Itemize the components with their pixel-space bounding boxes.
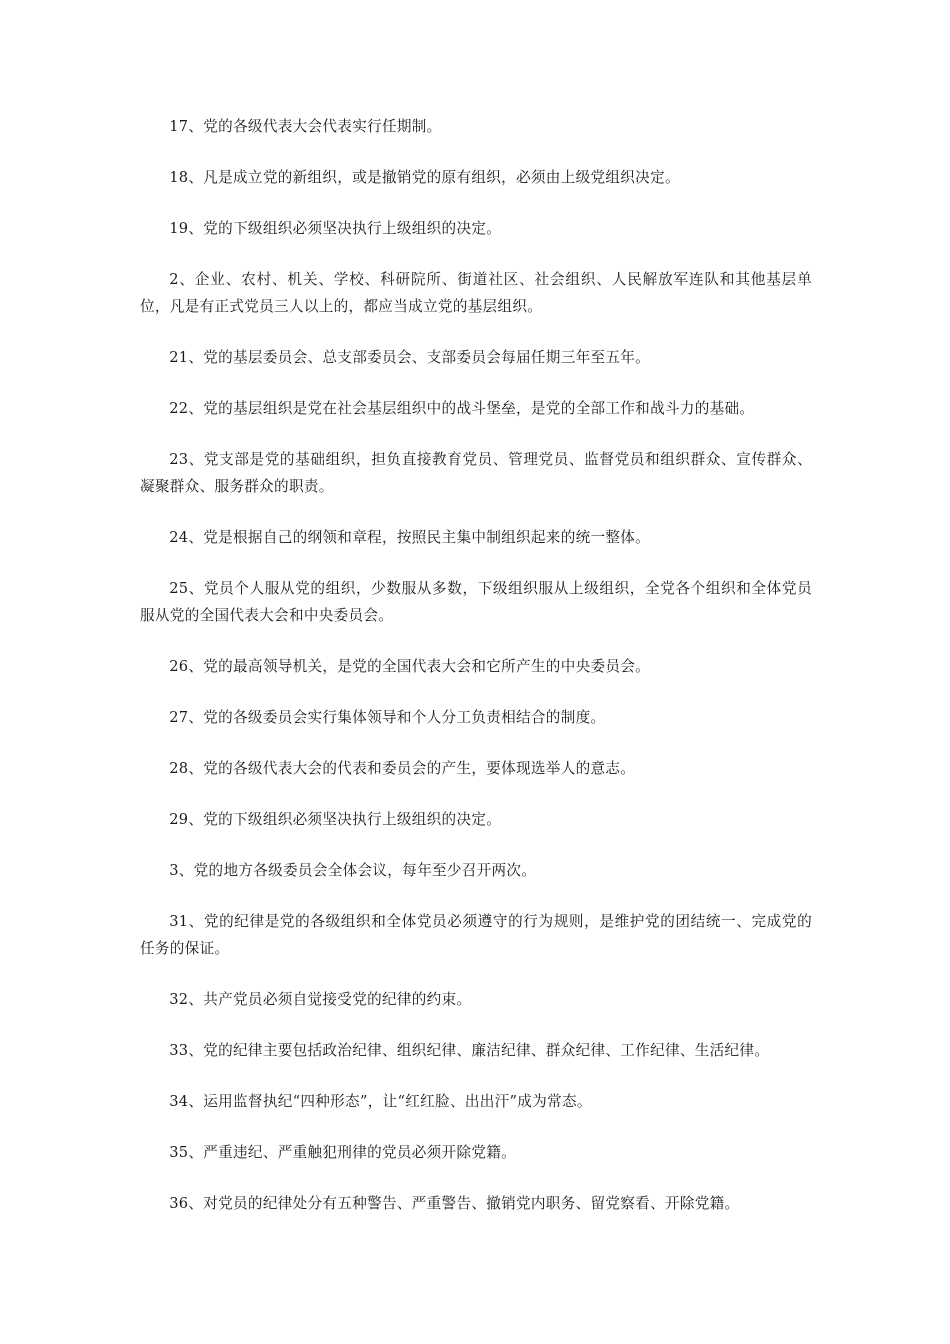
paragraph: 18、凡是成立党的新组织，或是撤销党的原有组织，必须由上级党组织决定。 — [169, 169, 680, 186]
paragraph: 2、企业、农村、机关、学校、科研院所、街道社区、社会组织、人民解放军连队和其他基层单位，凡是有正式党员三人以上的，都应当成立党的基层组织。 — [140, 271, 812, 315]
paragraph: 31、党的纪律是党的各级组织和全体党员必须遵守的行为规则，是维护党的团结统一、完成党的任务的保证。 — [140, 913, 812, 957]
paragraph: 23、党支部是党的基础组织，担负直接教育党员、管理党员、监督党员和组织群众、宣传群众、凝聚群众、服务群众的职责。 — [140, 451, 812, 495]
paragraph: 3、党的地方各级委员会全体会议，每年至少召开两次。 — [169, 862, 537, 879]
paragraph: 21、党的基层委员会、总支部委员会、支部委员会每届任期三年至五年。 — [169, 349, 651, 366]
paragraph: 29、党的下级组织必须坚决执行上级组织的决定。 — [169, 811, 502, 828]
paragraph: 36、对党员的纪律处分有五种警告、严重警告、撤销党内职务、留党察看、开除党籍。 — [169, 1195, 740, 1212]
paragraph: 26、党的最高领导机关，是党的全国代表大会和它所产生的中央委员会。 — [169, 658, 651, 675]
paragraph: 17、党的各级代表大会代表实行任期制。 — [169, 118, 442, 135]
paragraph: 24、党是根据自己的纲领和章程，按照民主集中制组织起来的统一整体。 — [169, 529, 651, 546]
paragraph: 34、运用监督执纪“四种形态”，让“红红脸、出出汗”成为常态。 — [169, 1093, 592, 1110]
paragraph: 22、党的基层组织是党在社会基层组织中的战斗堡垒，是党的全部工作和战斗力的基础。 — [169, 400, 755, 417]
paragraph: 33、党的纪律主要包括政治纪律、组织纪律、廉洁纪律、群众纪律、工作纪律、生活纪律。 — [169, 1042, 770, 1059]
paragraph: 28、党的各级代表大会的代表和委员会的产生，要体现选举人的意志。 — [169, 760, 636, 777]
paragraph: 25、党员个人服从党的组织，少数服从多数，下级组织服从上级组织，全党各个组织和全体党员服从党的全国代表大会和中央委员会。 — [140, 580, 812, 624]
document-body — [140, 113, 812, 1241]
paragraph: 35、严重违纪、严重触犯刑律的党员必须开除党籍。 — [169, 1144, 517, 1161]
paragraph: 27、党的各级委员会实行集体领导和个人分工负责相结合的制度。 — [169, 709, 606, 726]
paragraph: 19、党的下级组织必须坚决执行上级组织的决定。 — [169, 220, 502, 237]
paragraph: 32、共产党员必须自觉接受党的纪律的约束。 — [169, 991, 472, 1008]
